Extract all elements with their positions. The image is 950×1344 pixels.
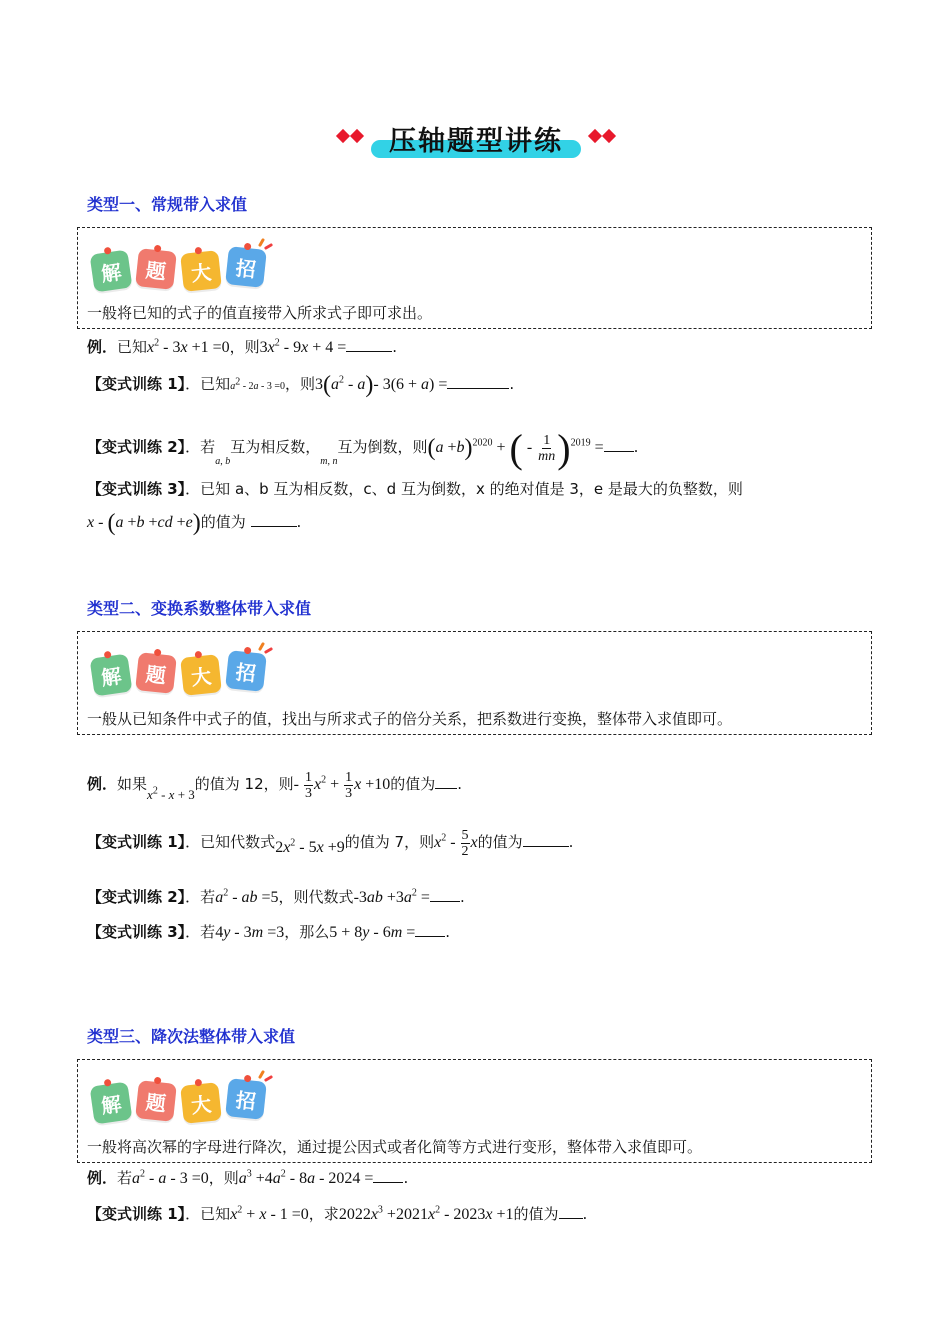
math-expr: $x^2 - x + 3$	[147, 785, 195, 803]
math-expr: 4y - 3m =3	[215, 924, 285, 941]
math-expr: $x^2$ - $\frac{5}{2}$ x	[434, 828, 478, 859]
tip-text-2: 一般从已知条件中式子的值，找出与所求式子的倍分关系，把系数进行变换，整体带入求值即可。	[87, 710, 733, 728]
spark-icon	[264, 1075, 273, 1082]
badge-zhao: 招	[225, 650, 267, 692]
badge-da: 大	[180, 1082, 222, 1124]
example-1: 例．已知$x^2 - 3x +1 =0$，则$3x^2 - 9x + 4$ = .	[87, 337, 398, 356]
exercise-2-3: 【变式训练 3】．若4y - 3m =3，那么5 + 8y - 6m = .	[87, 923, 451, 941]
badge-jie: 解	[90, 1082, 133, 1125]
badge-ti: 题	[135, 248, 177, 290]
math-expr: $a^2$ - ab =5	[215, 887, 279, 906]
math-expr: $2x^2 - 5x +9$	[275, 837, 345, 857]
math-expr: $a^3 +4a^2 - 8a - 2024$ =	[238, 1168, 374, 1187]
exercise-1-2: 【变式训练 2】．若$_{a, b}$互为相反数，$_{m, n}$互为倒数，则$(a +b)^{2020}$ + ( - $\frac{1}{mn}$ )$^{2019}$ = .	[87, 426, 639, 471]
exercise-3-1: 【变式训练 1】．已知$x^2 + x - 1 =0$，求$2022x^3 +2021x^2 - 2023x +1$的值为 .	[87, 1204, 588, 1223]
math-expr: $x^2 + x - 1 =0$	[230, 1204, 309, 1223]
example-2: 例．如果$x^2 - x + 3$的值为 12，则- $\frac{1}{3}$ $x^2$ + $\frac{1}{3}$ x +10的值为 .	[87, 770, 463, 803]
badge-zhao: 招	[225, 1078, 267, 1120]
tip-text-3: 一般将高次幂的字母进行降次，通过提公因式或者化简等方式进行变形，整体带入求值即可。	[87, 1138, 703, 1156]
spark-icon	[258, 1070, 265, 1079]
math-expr: $x^2 - 3x +1 =0$	[147, 337, 230, 356]
spark-icon	[264, 647, 273, 654]
diamond-icon	[588, 129, 602, 143]
section-heading-3: 类型三、降次法整体带入求值	[87, 1027, 296, 1046]
tip-box-3	[77, 1059, 872, 1163]
exercise-1-3-cont: x - (a +b +cd +e)的值为 .	[87, 510, 302, 536]
math-expr: $a^2 - 2a - 3 =0$	[230, 376, 286, 392]
math-expr: $3x^2 - 9x + 4$ =	[259, 337, 347, 356]
tip-text-1: 一般将已知的式子的值直接带入所求式子即可求出。	[87, 304, 433, 322]
math-expr: $2022x^3 +2021x^2 - 2023x +1$	[338, 1204, 514, 1223]
diamond-icon	[350, 129, 364, 143]
badge-ti: 题	[135, 1080, 177, 1122]
tip-box-2	[77, 631, 872, 735]
badge-ti: 题	[135, 652, 177, 694]
exercise-2-1: 【变式训练 1】．已知代数式$2x^2 - 5x +9$的值为 7，则$x^2$ - $\frac{5}{2}$ x的值为 .	[87, 828, 574, 859]
exercise-1-3: 【变式训练 3】．已知 a、b 互为相反数，c、d 互为倒数，x 的绝对值是 3，e 是最大的负整数，则	[87, 480, 743, 498]
diamond-icon	[602, 129, 616, 143]
math-expr: 5 + 8y - 6m =	[329, 924, 416, 941]
section-heading-1: 类型一、常规带入求值	[87, 195, 248, 214]
page-title: 压轴题型讲练	[389, 126, 563, 157]
badge-group	[90, 1066, 270, 1126]
page-header	[0, 115, 950, 165]
spark-icon	[258, 238, 265, 247]
math-expr: $a^2 - a - 3 =0$	[132, 1168, 209, 1187]
math-expr: $-3ab +3a^2$ =	[353, 887, 430, 906]
exercise-1-1: 【变式训练 1】．已知$a^2 - 2a - 3 =0$，则$3(a^2 - a)-$ 3(6 + a) = .	[87, 372, 515, 398]
spark-icon	[264, 243, 273, 250]
diamond-icon	[336, 129, 350, 143]
badge-zhao: 招	[225, 246, 267, 288]
math-expr: x - (a +b +cd +e)	[87, 510, 201, 536]
math-expr: - $\frac{1}{3}$ $x^2$ + $\frac{1}{3}$ x +10	[293, 770, 391, 801]
badge-group	[90, 234, 270, 294]
tip-box-1	[77, 227, 872, 329]
example-3: 例．若$a^2 - a - 3 =0$，则$a^3 +4a^2 - 8a - 2024$ = .	[87, 1168, 409, 1187]
exercise-2-2: 【变式训练 2】．若$a^2$ - ab =5，则代数式$-3ab +3a^2$ = .	[87, 887, 465, 906]
section-heading-2: 类型二、变换系数整体带入求值	[87, 599, 312, 618]
spark-icon	[258, 642, 265, 651]
badge-group	[90, 638, 270, 698]
math-expr: a, b	[215, 456, 231, 467]
badge-da: 大	[180, 654, 222, 696]
math-expr: $3(a^2 - a)-$ 3(6 + a) =	[315, 372, 448, 398]
math-expr: $(a +b)^{2020}$ + ( - $\frac{1}{mn}$ )$^{2019}$ =	[427, 426, 604, 471]
badge-jie: 解	[90, 654, 133, 697]
badge-da: 大	[180, 250, 222, 292]
math-expr: m, n	[320, 456, 338, 467]
badge-jie: 解	[90, 250, 133, 293]
